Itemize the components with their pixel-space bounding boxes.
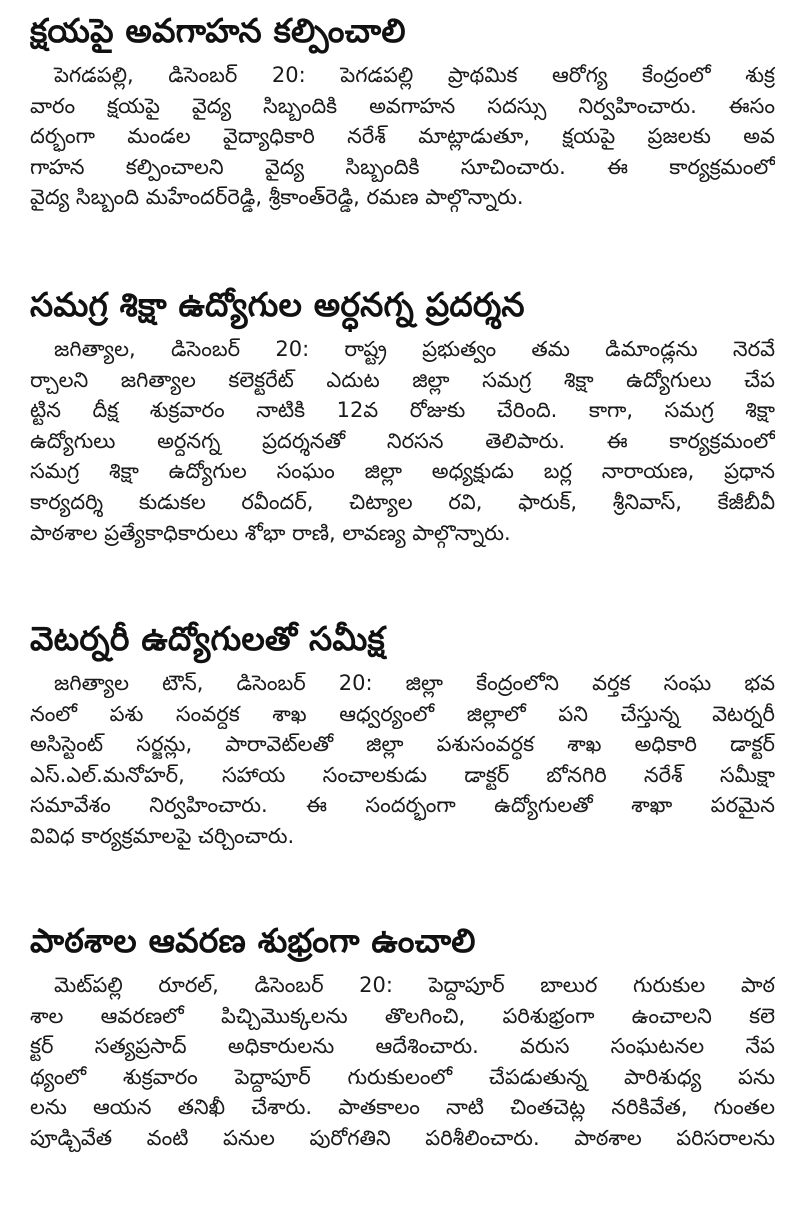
article-line: ఉద్యోగులు అర్ధనగ్న ప్రదర్శనతో నిరసన తెలిపారు. ఈ కార్యక్రమంలో	[30, 428, 775, 453]
article-veterinary-review	[30, 616, 775, 852]
article-line: కార్యదర్శి కుడుకల రవీందర్, చిట్యాల రవి, ఫారుక్, శ్రీనివాస్, కేజీబీవీ	[30, 489, 775, 514]
article-headline: వెటర్నరీ ఉద్యోగులతో సమీక్ష	[30, 619, 385, 658]
article-line: పాఠశాల ప్రత్యేకాధికారులు శోభా రాణి, లావణ్య పాల్గొన్నారు.	[30, 520, 511, 545]
article-line: గాహన కల్పించాలని వైద్య సిబ్బందికి సూచించారు. ఈ కార్యక్రమంలో	[30, 154, 775, 179]
article-line: అసిస్టెంట్ సర్జన్లు, పారావెట్‌లతో జిల్లా పశుసంవర్ధక శాఖ అధికారి డాక్టర్	[30, 732, 775, 757]
article-line: వివిధ కార్యక్రమాలపై చర్చించారు.	[30, 823, 295, 848]
article-school-cleanliness	[30, 918, 775, 1154]
article-samagra-shiksha-protest	[30, 282, 775, 548]
article-line: దర్భంగా మండల వైద్యాధికారి నరేశ్ మాట్లాడుతూ, క్షయపై ప్రజలకు అవ	[30, 124, 775, 149]
article-body	[30, 970, 775, 1154]
article-body	[30, 60, 775, 213]
article-line: పూడ్చివేత వంటి పనుల పురోగతిని పరిశీలించారు. పాఠశాల పరిసరాలను	[30, 1125, 775, 1150]
article-line: నంలో పశు సంవర్ధక శాఖ ఆధ్వర్యంలో జిల్లాలో పని చేస్తున్న వెటర్నరీ	[30, 701, 775, 726]
article-line: శాల ఆవరణలో పిచ్చిమొక్కలను తొలగించి, పరిశుభ్రంగా ఉంచాలని కలె	[30, 1003, 775, 1028]
article-body	[30, 334, 775, 548]
article-headline: క్షయపై అవగాహన కల్పించాలి	[30, 11, 406, 50]
article-line: లను ఆయన తనిఖీ చేశారు. పాతకాలం నాటి చింతచెట్ల నరికివేత, గుంతల	[30, 1095, 775, 1120]
article-headline: పాఠశాల ఆవరణ శుభ్రంగా ఉంచాలి	[30, 921, 476, 960]
article-line: థ్యంలో శుక్రవారం పెద్దాపూర్ గురుకులంలో చేపడుతున్న పారిశుధ్య పను	[30, 1064, 775, 1089]
article-line: మెట్‌పల్లి రూరల్, డిసెంబర్ 20: పెద్దాపూర్ బాలుర గురుకుల పాఠ	[54, 973, 775, 997]
article-line: సమావేశం నిర్వహించారు. ఈ సందర్భంగా ఉద్యోగులతో శాఖా పరమైన	[30, 793, 775, 818]
article-headline: సమగ్ర శిక్షా ఉద్యోగుల అర్ధనగ్న ప్రదర్శన	[30, 285, 525, 324]
article-body	[30, 668, 775, 852]
article-line: క్టర్ సత్యప్రసాద్ అధికారులను ఆదేశించారు. వరుస సంఘటనల నేప	[30, 1034, 775, 1059]
article-line: జగిత్యాల టౌన్, డిసెంబర్ 20: జిల్లా కేంద్రంలోని వర్తక సంఘ భవ	[54, 671, 775, 695]
article-line: జగిత్యాల, డిసెంబర్ 20: రాష్ట్ర ప్రభుత్వం తమ డిమాండ్లను నెరవే	[54, 337, 775, 361]
article-line: వైద్య సిబ్బంది మహేందర్‌రెడ్డి, శ్రీకాంత్‌రెడ్డి, రమణ పాల్గొన్నారు.	[30, 185, 524, 210]
article-line: ట్టిన దీక్ష శుక్రవారం నాటికి 12వ రోజుకు చేరింది. కాగా, సమగ్ర శిక్షా	[30, 398, 775, 423]
article-line: సమగ్ర శిక్షా ఉద్యోగుల సంఘం జిల్లా అధ్యక్షుడు బర్ల నారాయణ, ప్రధాన	[30, 459, 775, 484]
article-line: పెగడపల్లి, డిసెంబర్ 20: పెగడపల్లి ప్రాథమిక ఆరోగ్య కేంద్రంలో శుక్ర	[54, 63, 775, 87]
article-tb-awareness	[30, 8, 775, 213]
article-line: ఎస్.ఎల్.మనోహర్, సహాయ సంచాలకుడు డాక్టర్ బోనగిరి నరేశ్ సమీక్షా	[30, 762, 775, 787]
article-line: ర్చాలని జగిత్యాల కలెక్టరేట్ ఎదుట జిల్లా సమగ్ర శిక్షా ఉద్యోగులు చేప	[30, 367, 775, 392]
article-line: వారం క్షయపై వైద్య సిబ్బందికి అవగాహన సదస్సు నిర్వహించారు. ఈసం	[30, 93, 775, 118]
